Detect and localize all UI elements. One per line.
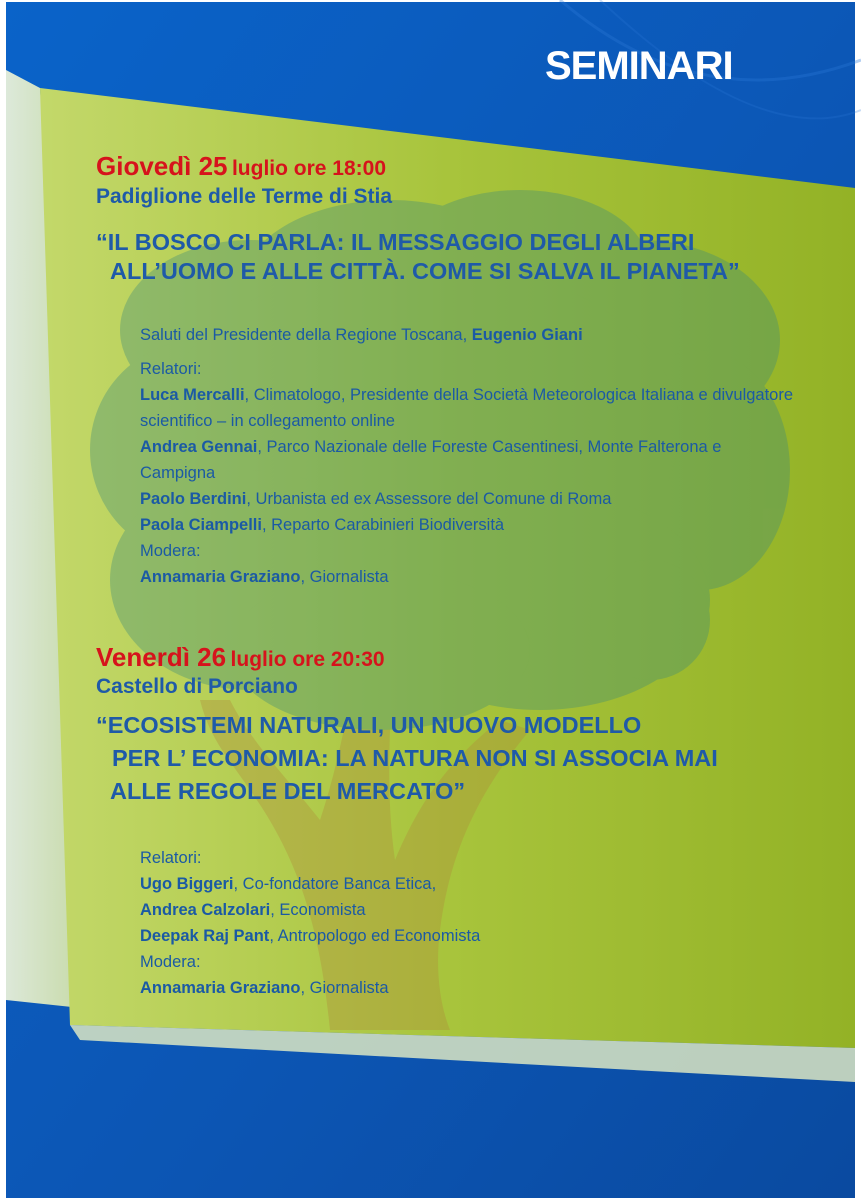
- event1-topic-line2: ALL’UOMO E ALLE CITTÀ. COME SI SALVA IL PIANETA”: [110, 258, 740, 284]
- moderator-role: , Giornalista: [300, 568, 389, 586]
- speaker-role: , Economista: [270, 901, 366, 919]
- speaker-name: Andrea Calzolari: [140, 901, 271, 919]
- speaker-name: Andrea Gennai: [140, 438, 258, 456]
- speaker-role: , Antropologo ed Economista: [269, 927, 481, 945]
- event1-moderator-label: Modera:: [140, 542, 201, 560]
- event1-topic: [96, 228, 740, 286]
- event1-speaker: [140, 486, 800, 512]
- event1-time: luglio ore 18:00: [231, 157, 386, 180]
- event1-speakers-label: Relatori:: [140, 360, 202, 378]
- speaker-role: , Climatologo, Presidente della Società Meteorologica Italiana e divulgatore scientifico – in collegamento online: [140, 386, 794, 430]
- speaker-name: Deepak Raj Pant: [140, 927, 270, 945]
- moderator-role: , Giornalista: [300, 979, 389, 997]
- event2-venue: Castello di Porciano: [96, 675, 298, 698]
- speaker-name: Ugo Biggeri: [140, 875, 234, 893]
- event2-details: [140, 845, 480, 1001]
- speaker-role: , Parco Nazionale delle Foreste Casentinesi, Monte Falterona e Campigna: [140, 438, 722, 482]
- speaker-role: , Urbanista ed ex Assessore del Comune di Roma: [246, 490, 612, 508]
- event1-moderator: [140, 564, 800, 590]
- speaker-name: Luca Mercalli: [140, 386, 245, 404]
- event2-moderator: [140, 975, 480, 1001]
- event1-date: [96, 151, 386, 182]
- speaker-role: , Reparto Carabinieri Biodiversità: [261, 516, 505, 534]
- event2-speaker: [140, 897, 480, 923]
- event2-topic-line3: ALLE REGOLE DEL MERCATO”: [110, 778, 466, 804]
- event1-greeting-text: Saluti del Presidente della Regione Toscana,: [140, 326, 468, 344]
- speaker-role: , Co-fondatore Banca Etica,: [233, 875, 437, 893]
- speaker-name: Paolo Berdini: [140, 490, 247, 508]
- poster-title: SEMINARI: [545, 44, 733, 88]
- event1-day: Giovedì 25: [96, 151, 228, 181]
- event2-topic-line2: PER L’ ECONOMIA: LA NATURA NON SI ASSOCIA MAI: [112, 745, 718, 771]
- event2-date: [96, 642, 385, 673]
- moderator-name: Annamaria Graziano: [140, 979, 301, 997]
- event2-topic: [96, 709, 718, 808]
- speaker-name: Paola Ciampelli: [140, 516, 262, 534]
- event2-moderator-label: Modera:: [140, 953, 201, 971]
- event1-venue: Padiglione delle Terme di Stia: [96, 185, 393, 208]
- moderator-name: Annamaria Graziano: [140, 568, 301, 586]
- event1-speaker: [140, 434, 800, 486]
- event2-speaker: [140, 923, 480, 949]
- event2-topic-line1: “ECOSISTEMI NATURALI, UN NUOVO MODELLO: [96, 712, 642, 738]
- event1-details: [140, 322, 800, 590]
- event1-greeting-name: Eugenio Giani: [471, 326, 583, 344]
- event2-time: luglio ore 20:30: [230, 648, 385, 671]
- event1-greeting: [140, 322, 800, 348]
- event1-topic-line1: “IL BOSCO CI PARLA: IL MESSAGGIO DEGLI ALBERI: [96, 229, 695, 255]
- event2-speakers-label: Relatori:: [140, 849, 202, 867]
- event2-day: Venerdì 26: [96, 642, 227, 672]
- event2-speaker: [140, 871, 480, 897]
- event1-speaker: [140, 382, 800, 434]
- event1-speaker: [140, 512, 800, 538]
